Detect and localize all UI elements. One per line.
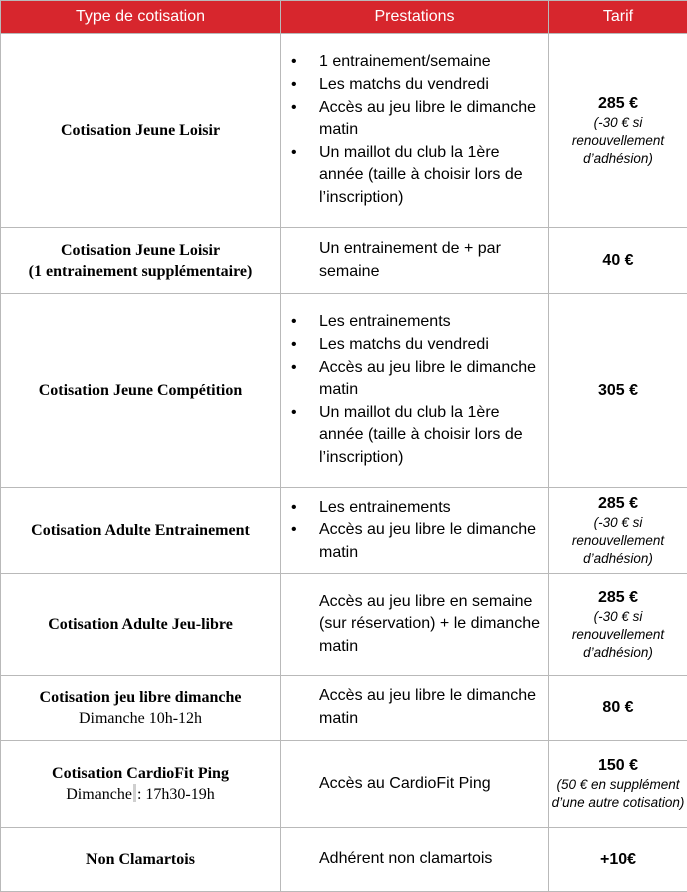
- price: 285 €: [597, 94, 639, 112]
- list-item: • Les entrainements: [291, 498, 451, 516]
- price: 80 €: [602, 699, 634, 716]
- table-row: [1, 574, 687, 676]
- price: 305 €: [597, 381, 639, 399]
- tarif-cell: [549, 574, 687, 676]
- type-cell: [1, 741, 281, 828]
- prestations-cell: [281, 488, 549, 574]
- list-item: • Un maillot du club la 1ère année (taille à choisir lors de l’inscription): [291, 143, 523, 206]
- type-subtitle: (1 entrainement supplémentaire): [28, 262, 253, 280]
- table-row: [1, 228, 687, 294]
- text-cursor: [133, 784, 136, 802]
- type-title: Cotisation Adulte Jeu-libre: [48, 616, 233, 633]
- list-item: • Accès au jeu libre le dimanche matin: [291, 358, 537, 399]
- type-cell: [1, 828, 281, 892]
- type-cell: [1, 488, 281, 574]
- table-row: [1, 741, 687, 828]
- tarif-cell: [549, 488, 687, 574]
- prestation-text: Un entrainement de + par semaine: [319, 239, 501, 280]
- prestations-cell: [281, 574, 549, 676]
- type-title: Cotisation Jeune Loisir: [60, 241, 221, 259]
- type-title: Non Clamartois: [86, 851, 195, 868]
- type-title: Cotisation jeu libre dimanche: [39, 689, 242, 706]
- prestations-list: [281, 51, 544, 209]
- price: 40 €: [602, 251, 634, 269]
- header-row: [1, 1, 687, 34]
- price-note: (-30 € si renouvellement d’adhésion): [571, 114, 665, 166]
- prestations-cell: [281, 741, 549, 828]
- list-item: • 1 entrainement/semaine: [291, 53, 491, 71]
- tarif-cell: [549, 228, 687, 294]
- prestations-cell: [281, 34, 549, 228]
- prestation-text: Accès au jeu libre le dimanche matin: [319, 687, 537, 727]
- price: +10€: [599, 850, 637, 868]
- list-item: • Accès au jeu libre le dimanche matin: [291, 521, 537, 561]
- prestations-cell: [281, 828, 549, 892]
- table-row: [1, 828, 687, 892]
- header-type: Type de cotisation: [1, 1, 281, 34]
- table-row: [1, 34, 687, 228]
- price-note: (50 € en supplément d’une autre cotisation): [551, 777, 685, 810]
- type-cell: [1, 294, 281, 488]
- tarif-cell: [549, 676, 687, 741]
- prestation-text: Accès au jeu libre en semaine (sur réservation) + le dimanche matin: [319, 592, 540, 655]
- header-tarif: Tarif: [549, 1, 687, 34]
- table-row: [1, 488, 687, 574]
- prestation-text: Adhérent non clamartois: [319, 850, 493, 868]
- prestation-text: Accès au CardioFit Ping: [319, 774, 491, 792]
- table-row: [1, 676, 687, 741]
- type-cell: [1, 676, 281, 741]
- prestations-cell: [281, 228, 549, 294]
- prestations-cell: [281, 294, 549, 488]
- price-note: (-30 € si renouvellement d’adhésion): [571, 608, 665, 660]
- prestations-cell: [281, 676, 549, 741]
- price: 285 €: [597, 494, 639, 512]
- list-item: • Les entrainements: [291, 313, 451, 331]
- tarif-cell: [549, 34, 687, 228]
- type-schedule: Dimanche : 17h30-19h: [66, 786, 215, 803]
- price: 285 €: [597, 588, 639, 606]
- type-schedule: Dimanche 10h-12h: [78, 710, 203, 727]
- prestations-list: [281, 497, 544, 565]
- tarif-cell: [549, 741, 687, 828]
- price-note: (-30 € si renouvellement d’adhésion): [571, 514, 665, 566]
- type-title: Cotisation CardioFit Ping: [52, 765, 229, 782]
- price: 150 €: [597, 757, 639, 774]
- header-prestations: Prestations: [281, 1, 549, 34]
- list-item: • Les matchs du vendredi: [291, 336, 489, 354]
- type-cell: [1, 34, 281, 228]
- prestations-list: [281, 311, 544, 469]
- type-cell: [1, 228, 281, 294]
- list-item: • Accès au jeu libre le dimanche matin: [291, 98, 537, 139]
- type-title: Cotisation Jeune Compétition: [38, 382, 243, 399]
- type-title: Cotisation Adulte Entrainement: [31, 522, 250, 539]
- type-cell: [1, 574, 281, 676]
- list-item: • Les matchs du vendredi: [291, 76, 489, 94]
- table-row: [1, 294, 687, 488]
- tarif-cell: [549, 828, 687, 892]
- tarif-cell: [549, 294, 687, 488]
- list-item: • Un maillot du club la 1ère année (taille à choisir lors de l’inscription): [291, 403, 523, 466]
- type-title: Cotisation Jeune Loisir: [60, 122, 221, 139]
